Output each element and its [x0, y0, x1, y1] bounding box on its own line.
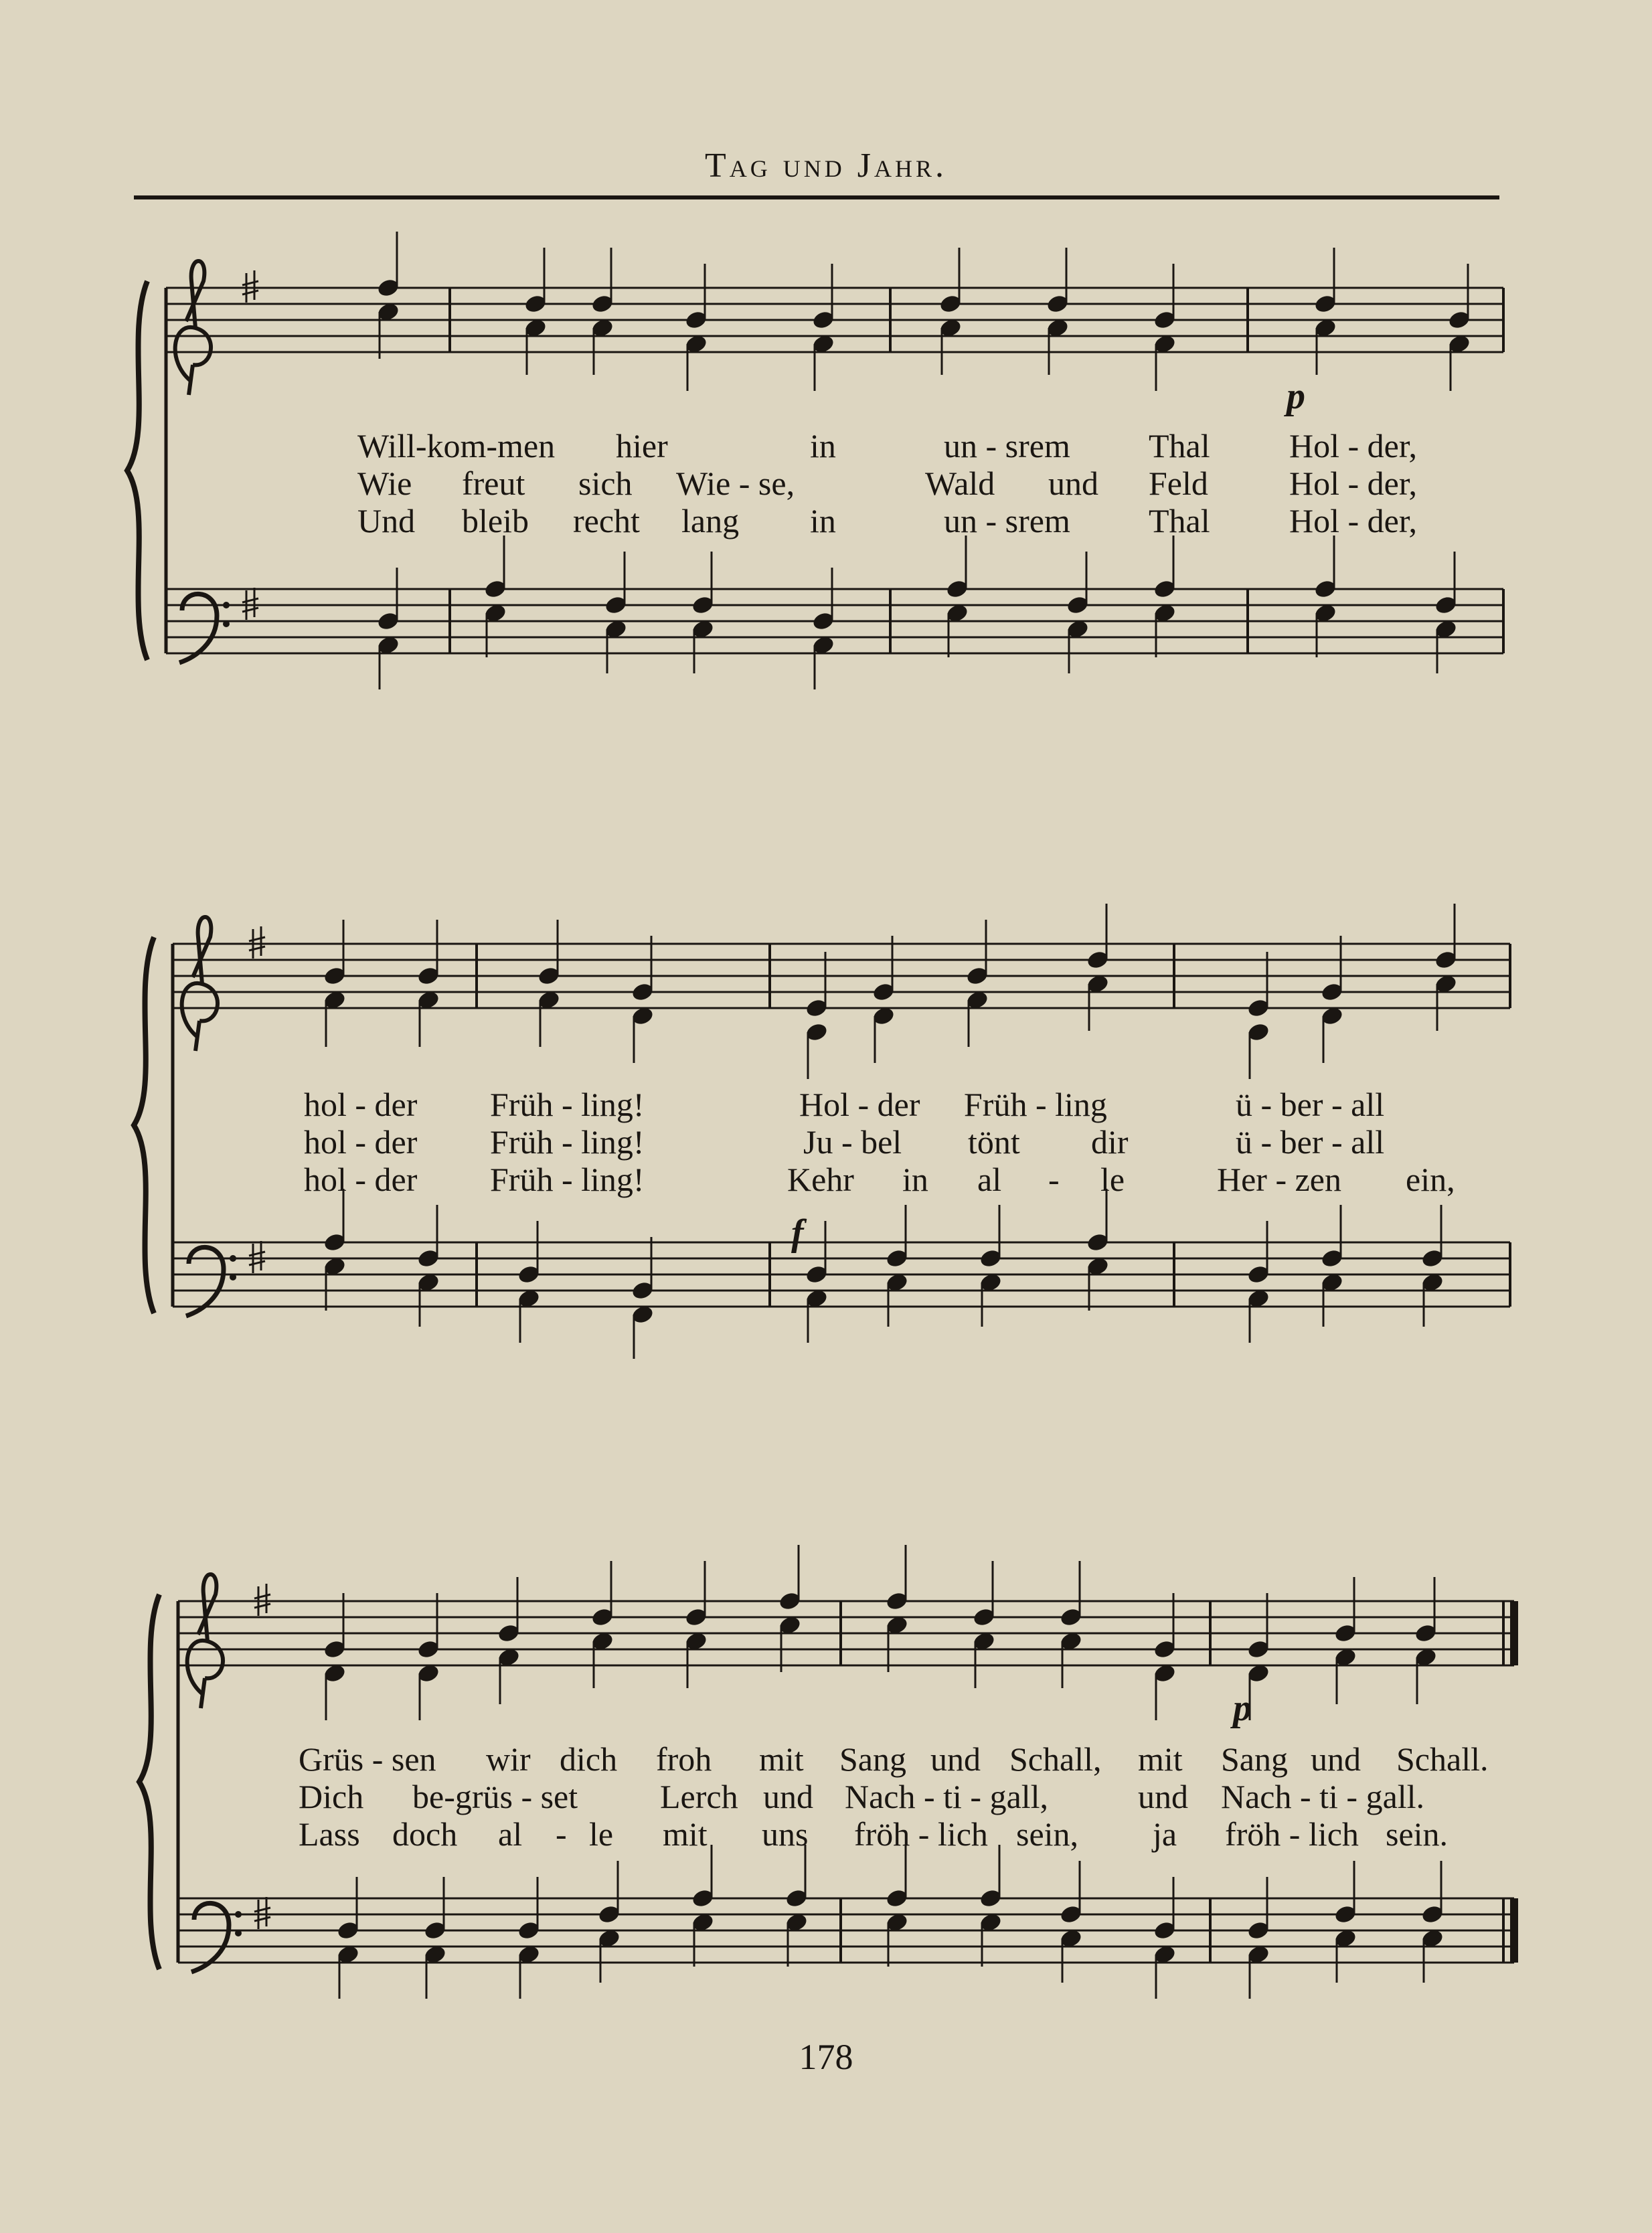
lyric-syllable: tönt	[968, 1123, 1020, 1161]
lyric-syllable: -	[556, 1815, 567, 1853]
lyric-syllable: Her - zen	[1217, 1161, 1341, 1198]
dynamic-marking: p	[1233, 1687, 1252, 1729]
lyric-syllable: Dich	[299, 1778, 364, 1815]
dynamic-marking: f	[791, 1212, 804, 1254]
lyric-syllable: recht	[573, 502, 640, 540]
lyric-syllable: Früh - ling!	[490, 1086, 645, 1123]
page-number: 178	[799, 2037, 853, 2077]
lyric-syllable: Wald	[925, 465, 995, 502]
lyric-syllable: Hol - der	[799, 1086, 920, 1123]
treble-clef	[187, 1574, 223, 1708]
lyric-syllable: wir	[486, 1740, 531, 1778]
lyric-syllable: le	[589, 1815, 614, 1853]
lyric-syllable: hier	[616, 427, 668, 465]
bass-clef-dot	[223, 621, 230, 627]
lyric-syllable: Nach - ti - gall.	[1221, 1778, 1425, 1815]
lyric-syllable: Früh - ling!	[490, 1161, 645, 1198]
lyric-syllable: ja	[1153, 1815, 1177, 1853]
lyric-syllable: sich	[578, 465, 633, 502]
page-header: Tag und Jahr.	[705, 147, 947, 185]
lyric-syllable: Früh - ling	[964, 1086, 1107, 1123]
lyric-syllable: Kehr	[787, 1161, 854, 1198]
lyric-syllable: in	[810, 427, 836, 465]
lyric-syllable: ein,	[1406, 1161, 1455, 1198]
bass-clef-dot	[230, 1274, 236, 1280]
lyric-syllable: doch	[392, 1815, 458, 1853]
lyric-syllable: in	[810, 502, 836, 540]
lyric-syllable: ü - ber - all	[1236, 1086, 1385, 1123]
lyric-syllable: in	[902, 1161, 928, 1198]
bass-clef-dot	[230, 1255, 236, 1262]
lyric-syllable: ü - ber - all	[1236, 1123, 1385, 1161]
lyric-syllable: und	[930, 1740, 981, 1778]
lyric-syllable: Lerch	[660, 1778, 738, 1815]
lyric-syllable: Wie - se,	[676, 465, 795, 502]
lyric-syllable: Hol - der,	[1289, 502, 1417, 540]
treble-clef	[175, 261, 211, 395]
lyric-syllable: dir	[1091, 1123, 1129, 1161]
lyric-syllable: Sang	[1221, 1740, 1288, 1778]
lyric-syllable: hol - der	[304, 1123, 418, 1161]
lyric-syllable: Ju - bel	[803, 1123, 902, 1161]
lyric-syllable: lang	[681, 502, 740, 540]
key-signature-sharp	[254, 1584, 270, 1616]
lyric-syllable: Schall.	[1396, 1740, 1489, 1778]
lyric-syllable: dich	[560, 1740, 618, 1778]
bass-clef-dot	[235, 1911, 242, 1918]
lyric-syllable: -	[1048, 1161, 1060, 1198]
lyric-syllable: fröh - lich	[1225, 1815, 1359, 1853]
key-signature-sharp	[254, 1897, 270, 1929]
lyric-syllable: Will-kom-men	[357, 427, 556, 465]
lyric-syllable: Nach - ti - gall,	[845, 1778, 1049, 1815]
lyric-syllable: al	[498, 1815, 523, 1853]
lyric-syllable: Grüs - sen	[299, 1740, 436, 1778]
lyric-syllable: und	[1311, 1740, 1361, 1778]
lyric-syllable: Lass	[299, 1815, 360, 1853]
lyric-syllable: bleib	[462, 502, 529, 540]
lyric-syllable: Thal	[1149, 427, 1210, 465]
lyric-syllable: mit	[663, 1815, 708, 1853]
lyric-syllable: mit	[1138, 1740, 1183, 1778]
lyric-syllable: Schall,	[1009, 1740, 1102, 1778]
lyric-syllable: un - srem	[944, 502, 1070, 540]
lyric-syllable: Wie	[357, 465, 412, 502]
lyric-syllable: Hol - der,	[1289, 465, 1417, 502]
lyric-syllable: un - srem	[944, 427, 1070, 465]
system-brace	[134, 937, 154, 1313]
lyric-syllable: al	[977, 1161, 1002, 1198]
system-brace	[127, 281, 147, 660]
lyric-syllable: sein.	[1386, 1815, 1449, 1853]
lyric-syllable: freut	[462, 465, 525, 502]
lyric-syllable: le	[1100, 1161, 1125, 1198]
lyric-syllable: und	[1048, 465, 1098, 502]
lyric-syllable: Feld	[1149, 465, 1208, 502]
lyric-syllable: uns	[762, 1815, 809, 1853]
lyric-syllable: sein,	[1016, 1815, 1079, 1853]
lyric-syllable: fröh - lich	[854, 1815, 988, 1853]
key-signature-sharp	[249, 1241, 265, 1273]
lyric-syllable: Sang	[839, 1740, 906, 1778]
lyric-syllable: und	[1138, 1778, 1188, 1815]
lyric-syllable: froh	[656, 1740, 712, 1778]
lyric-syllable: Und	[357, 502, 416, 540]
key-signature-sharp	[249, 926, 265, 959]
bass-clef-dot	[223, 602, 230, 608]
key-signature-sharp	[242, 270, 258, 303]
lyric-syllable: be-grüs - set	[412, 1778, 578, 1815]
system-brace	[139, 1594, 159, 1969]
header-rule	[134, 195, 1499, 199]
lyric-syllable: hol - der	[304, 1161, 418, 1198]
lyric-syllable: Thal	[1149, 502, 1210, 540]
lyric-syllable: Hol - der,	[1289, 427, 1417, 465]
treble-clef	[182, 917, 218, 1051]
dynamic-marking: p	[1287, 376, 1305, 417]
bass-clef-dot	[235, 1930, 242, 1936]
lyric-syllable: Früh - ling!	[490, 1123, 645, 1161]
key-signature-sharp	[242, 588, 258, 620]
lyric-syllable: hol - der	[304, 1086, 418, 1123]
lyric-syllable: mit	[759, 1740, 804, 1778]
lyric-syllable: und	[763, 1778, 813, 1815]
